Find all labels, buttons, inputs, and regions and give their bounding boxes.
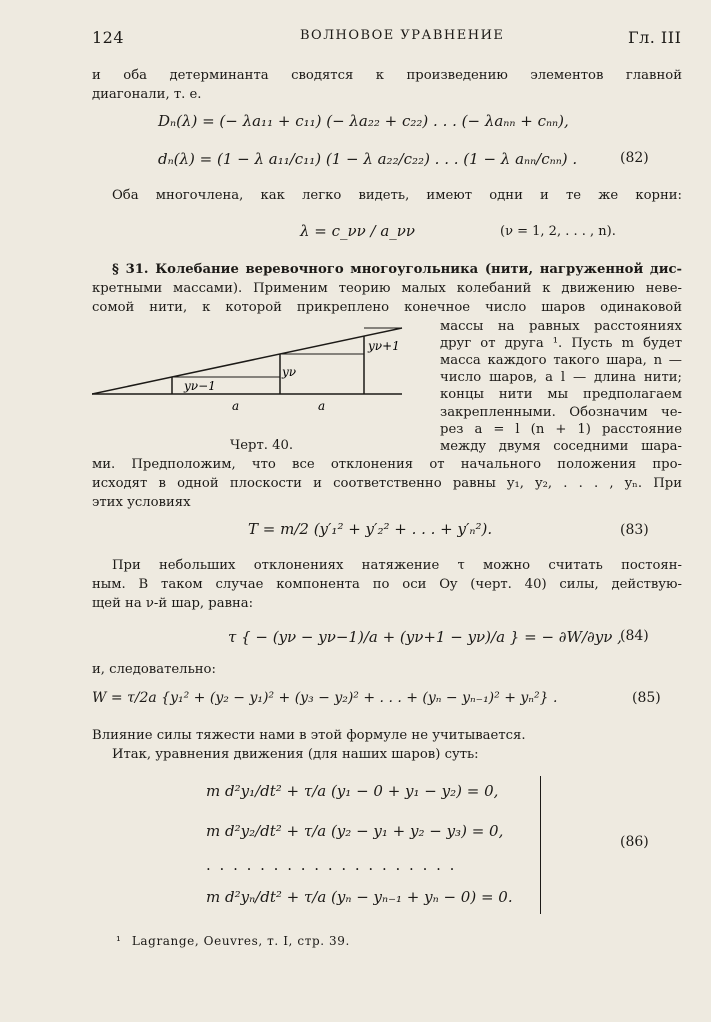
equation-86-line-1: m d²y₁/dt² + τ/a (y₁ − 0 + y₁ − y₂) = 0, bbox=[206, 782, 499, 800]
paragraph-line: Оба многочлена, как легко видеть, имеют одни и те же корни: bbox=[112, 188, 682, 203]
wrapped-text-line: число шаров, а l — длина нити; bbox=[440, 370, 682, 386]
equation-84: τ { − (yν − yν−1)/a + (yν+1 − yν)/a } = − ∂W/∂yν , bbox=[228, 628, 622, 646]
section-heading: § 31. Колебание веревочного многоугольника (нити, нагруженной дис- bbox=[112, 262, 682, 277]
figure-label-top: yν+1 bbox=[368, 339, 400, 353]
running-title: ВОЛНОВОЕ УРАВНЕНИЕ bbox=[300, 28, 505, 43]
equation-number: (84) bbox=[620, 628, 649, 644]
figure-label-low: yν−1 bbox=[184, 379, 216, 393]
string-line bbox=[92, 328, 402, 394]
lambda-range: (ν = 1, 2, . . . , n). bbox=[500, 224, 616, 239]
wrapped-text-line: концы нити мы предполагаем bbox=[440, 387, 682, 403]
equation-number: (82) bbox=[620, 150, 649, 166]
paragraph-line: Итак, уравнения движения (для наших шаров) суть: bbox=[112, 747, 479, 762]
page-number: 124 bbox=[92, 28, 125, 47]
figure-40 bbox=[92, 318, 432, 428]
equation-83: T = m/2 (y′₁² + y′₂² + . . . + y′ₙ²). bbox=[248, 520, 493, 538]
system-brace bbox=[540, 776, 541, 914]
equation-86-dots: . . . . . . . . . . . . . . . . . . . bbox=[206, 856, 457, 874]
paragraph-line: ми. Предположим, что все отклонения от начального положения про- bbox=[92, 457, 682, 472]
paragraph-line: Влияние силы тяжести нами в этой формуле не учитывается. bbox=[92, 728, 526, 743]
wrapped-text-line: масса каждого такого шара, n — bbox=[440, 353, 682, 369]
footnote-marker: ¹ bbox=[116, 934, 122, 948]
equation-dn: dₙ(λ) = (1 − λ a₁₁/c₁₁) (1 − λ a₂₂/c₂₂) . . . (1 − λ aₙₙ/cₙₙ) . bbox=[158, 150, 578, 168]
equation-86-line-n: m d²yₙ/dt² + τ/a (yₙ − yₙ₋₁ + yₙ − 0) = 0. bbox=[206, 888, 513, 906]
paragraph-line: и, следовательно: bbox=[92, 662, 216, 677]
figure-caption: Черт. 40. bbox=[230, 438, 294, 453]
equation-number: (86) bbox=[620, 834, 649, 850]
paragraph-line: сомой нити, к которой прикреплено конечное число шаров одинаковой bbox=[92, 300, 682, 315]
paragraph-line: ным. В таком случае компонента по оси Oy (черт. 40) силы, действую- bbox=[92, 577, 682, 592]
wrapped-text-line: массы на равных расстояниях bbox=[440, 319, 682, 334]
figure-label-mid: yν bbox=[282, 365, 297, 379]
paragraph-line: и оба детерминанта сводятся к произведению элементов главной bbox=[92, 68, 682, 83]
figure-label-a1: a bbox=[232, 399, 240, 413]
equation-85: W = τ/2a {y₁² + (y₂ − y₁)² + (y₃ − y₂)² + . . . + (yₙ − yₙ₋₁)² + yₙ²} . bbox=[92, 690, 558, 706]
equation-number: (85) bbox=[632, 690, 661, 706]
wrapped-text-line: друг от друга ¹. Пусть m будет bbox=[440, 336, 682, 352]
equation-86-line-2: m d²y₂/dt² + τ/a (y₂ − y₁ + y₂ − y₃) = 0, bbox=[206, 822, 504, 840]
wrapped-text-line: между двумя соседними шара- bbox=[440, 438, 682, 454]
paragraph-line: исходят в одной плоскости и соответственно равны y₁, y₂, . . . , yₙ. При bbox=[92, 476, 682, 491]
chapter-label: Гл. III bbox=[628, 28, 682, 47]
footnote bbox=[116, 934, 350, 948]
paragraph-line: щей на ν-й шар, равна: bbox=[92, 596, 254, 611]
paragraph-line: При небольших отклонениях натяжение τ можно считать постоян- bbox=[112, 558, 682, 573]
figure-label-a2: a bbox=[318, 399, 326, 413]
footnote-text: Lagrange, Oeuvres, т. I, стр. 39. bbox=[131, 934, 350, 948]
wrapped-text-line: закрепленными. Обозначим че- bbox=[440, 404, 682, 420]
paragraph-line: кретными массами). Применим теорию малых колебаний к движению неве- bbox=[92, 281, 682, 296]
paragraph-line: этих условиях bbox=[92, 495, 191, 510]
equation-number: (83) bbox=[620, 522, 649, 538]
paragraph-line: диагонали, т. е. bbox=[92, 87, 202, 102]
equation-Dn: Dₙ(λ) = (− λa₁₁ + c₁₁) (− λa₂₂ + c₂₂) . . . (− λaₙₙ + cₙₙ), bbox=[158, 112, 569, 130]
wrapped-text-line: рез a = l (n + 1) расстояние bbox=[440, 421, 682, 437]
equation-lambda: λ = c_νν / a_νν bbox=[300, 222, 416, 240]
